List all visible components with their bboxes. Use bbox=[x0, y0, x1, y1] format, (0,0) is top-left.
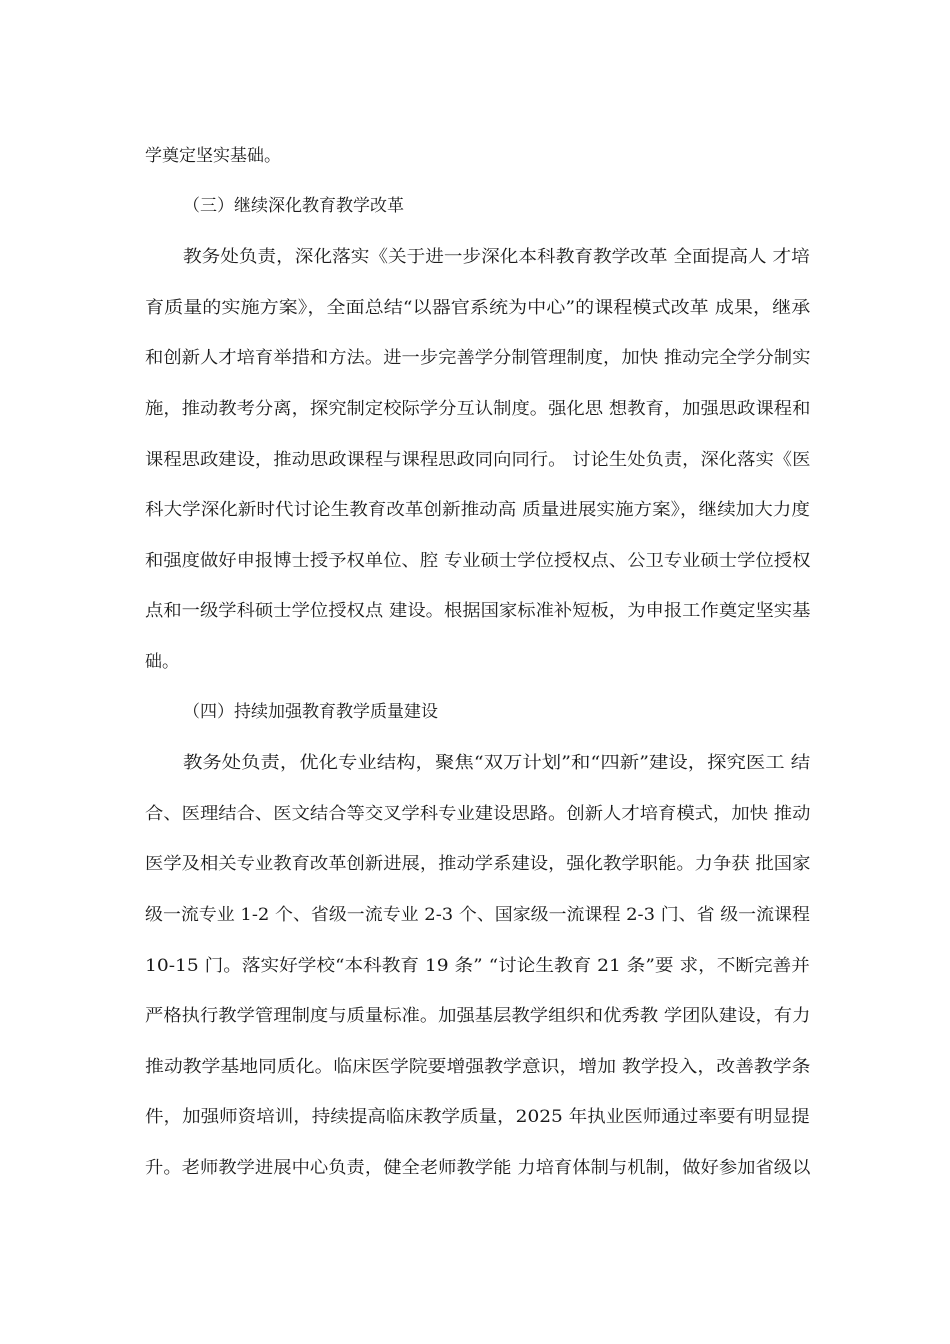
text-line: 教务处负责，优化专业结构，聚焦“双万计划”和“四新”建设，探究医工 结 bbox=[183, 753, 811, 773]
text-line: 件，加强师资培训，持续提高临床教学质量，2025 年执业医师通过率要有明显提 bbox=[145, 1107, 810, 1127]
text-line: 础。 bbox=[145, 652, 179, 672]
text-line: 学奠定坚实基础。 bbox=[145, 146, 281, 166]
section-heading-3: （三）继续深化教育教学改革 bbox=[183, 196, 404, 216]
text-line: 推动教学基地同质化。临床医学院要增强教学意识，增加 教学投入，改善教学条 bbox=[145, 1057, 811, 1077]
text-line: 教务处负责，深化落实《关于进一步深化本科教育教学改革 全面提高人 才培 bbox=[183, 247, 810, 267]
text-line: 10-15 门。落实好学校“本科教育 19 条” “讨论生教育 21 条”要 求，不断完善并 bbox=[145, 956, 810, 976]
text-line: 科大学深化新时代讨论生教育改革创新推动高 质量进展实施方案》，继续加大力度 bbox=[145, 500, 810, 520]
text-line: 课程思政建设，推动思政课程与课程思政同向同行。 讨论生处负责，深化落实《医 bbox=[145, 450, 811, 470]
text-line: 合、医理结合、医文结合等交叉学科专业建设思路。创新人才培育模式，加快 推动 bbox=[145, 804, 811, 824]
text-line: 升。老师教学进展中心负责，健全老师教学能 力培育体制与机制，做好参加省级以 bbox=[145, 1158, 811, 1178]
text-line: 施，推动教考分离，探究制定校际学分互认制度。强化思 想教育，加强思政课程和 bbox=[145, 399, 811, 419]
section-heading-4: （四）持续加强教育教学质量建设 bbox=[183, 702, 438, 722]
text-line: 点和一级学科硕士学位授权点 建设。根据国家标准补短板，为申报工作奠定坚实基 bbox=[145, 601, 811, 621]
text-line: 级一流专业 1-2 个、省级一流专业 2-3 个、国家级一流课程 2-3 门、省 级一流课程 bbox=[145, 905, 810, 925]
text-line: 和创新人才培育举措和方法。进一步完善学分制管理制度，加快 推动完全学分制实 bbox=[145, 348, 811, 368]
text-line: 和强度做好申报博士授予权单位、腔 专业硕士学位授权点、公卫专业硕士学位授权 bbox=[145, 551, 811, 571]
text-line: 严格执行教学管理制度与质量标准。加强基层教学组织和优秀教 学团队建设，有力 bbox=[145, 1006, 811, 1026]
text-line: 医学及相关专业教育改革创新进展，推动学系建设，强化教学职能。力争获 批国家 bbox=[145, 854, 811, 874]
text-line: 育质量的实施方案》，全面总结“以器官系统为中心”的课程模式改革 成果，继承 bbox=[145, 298, 811, 318]
